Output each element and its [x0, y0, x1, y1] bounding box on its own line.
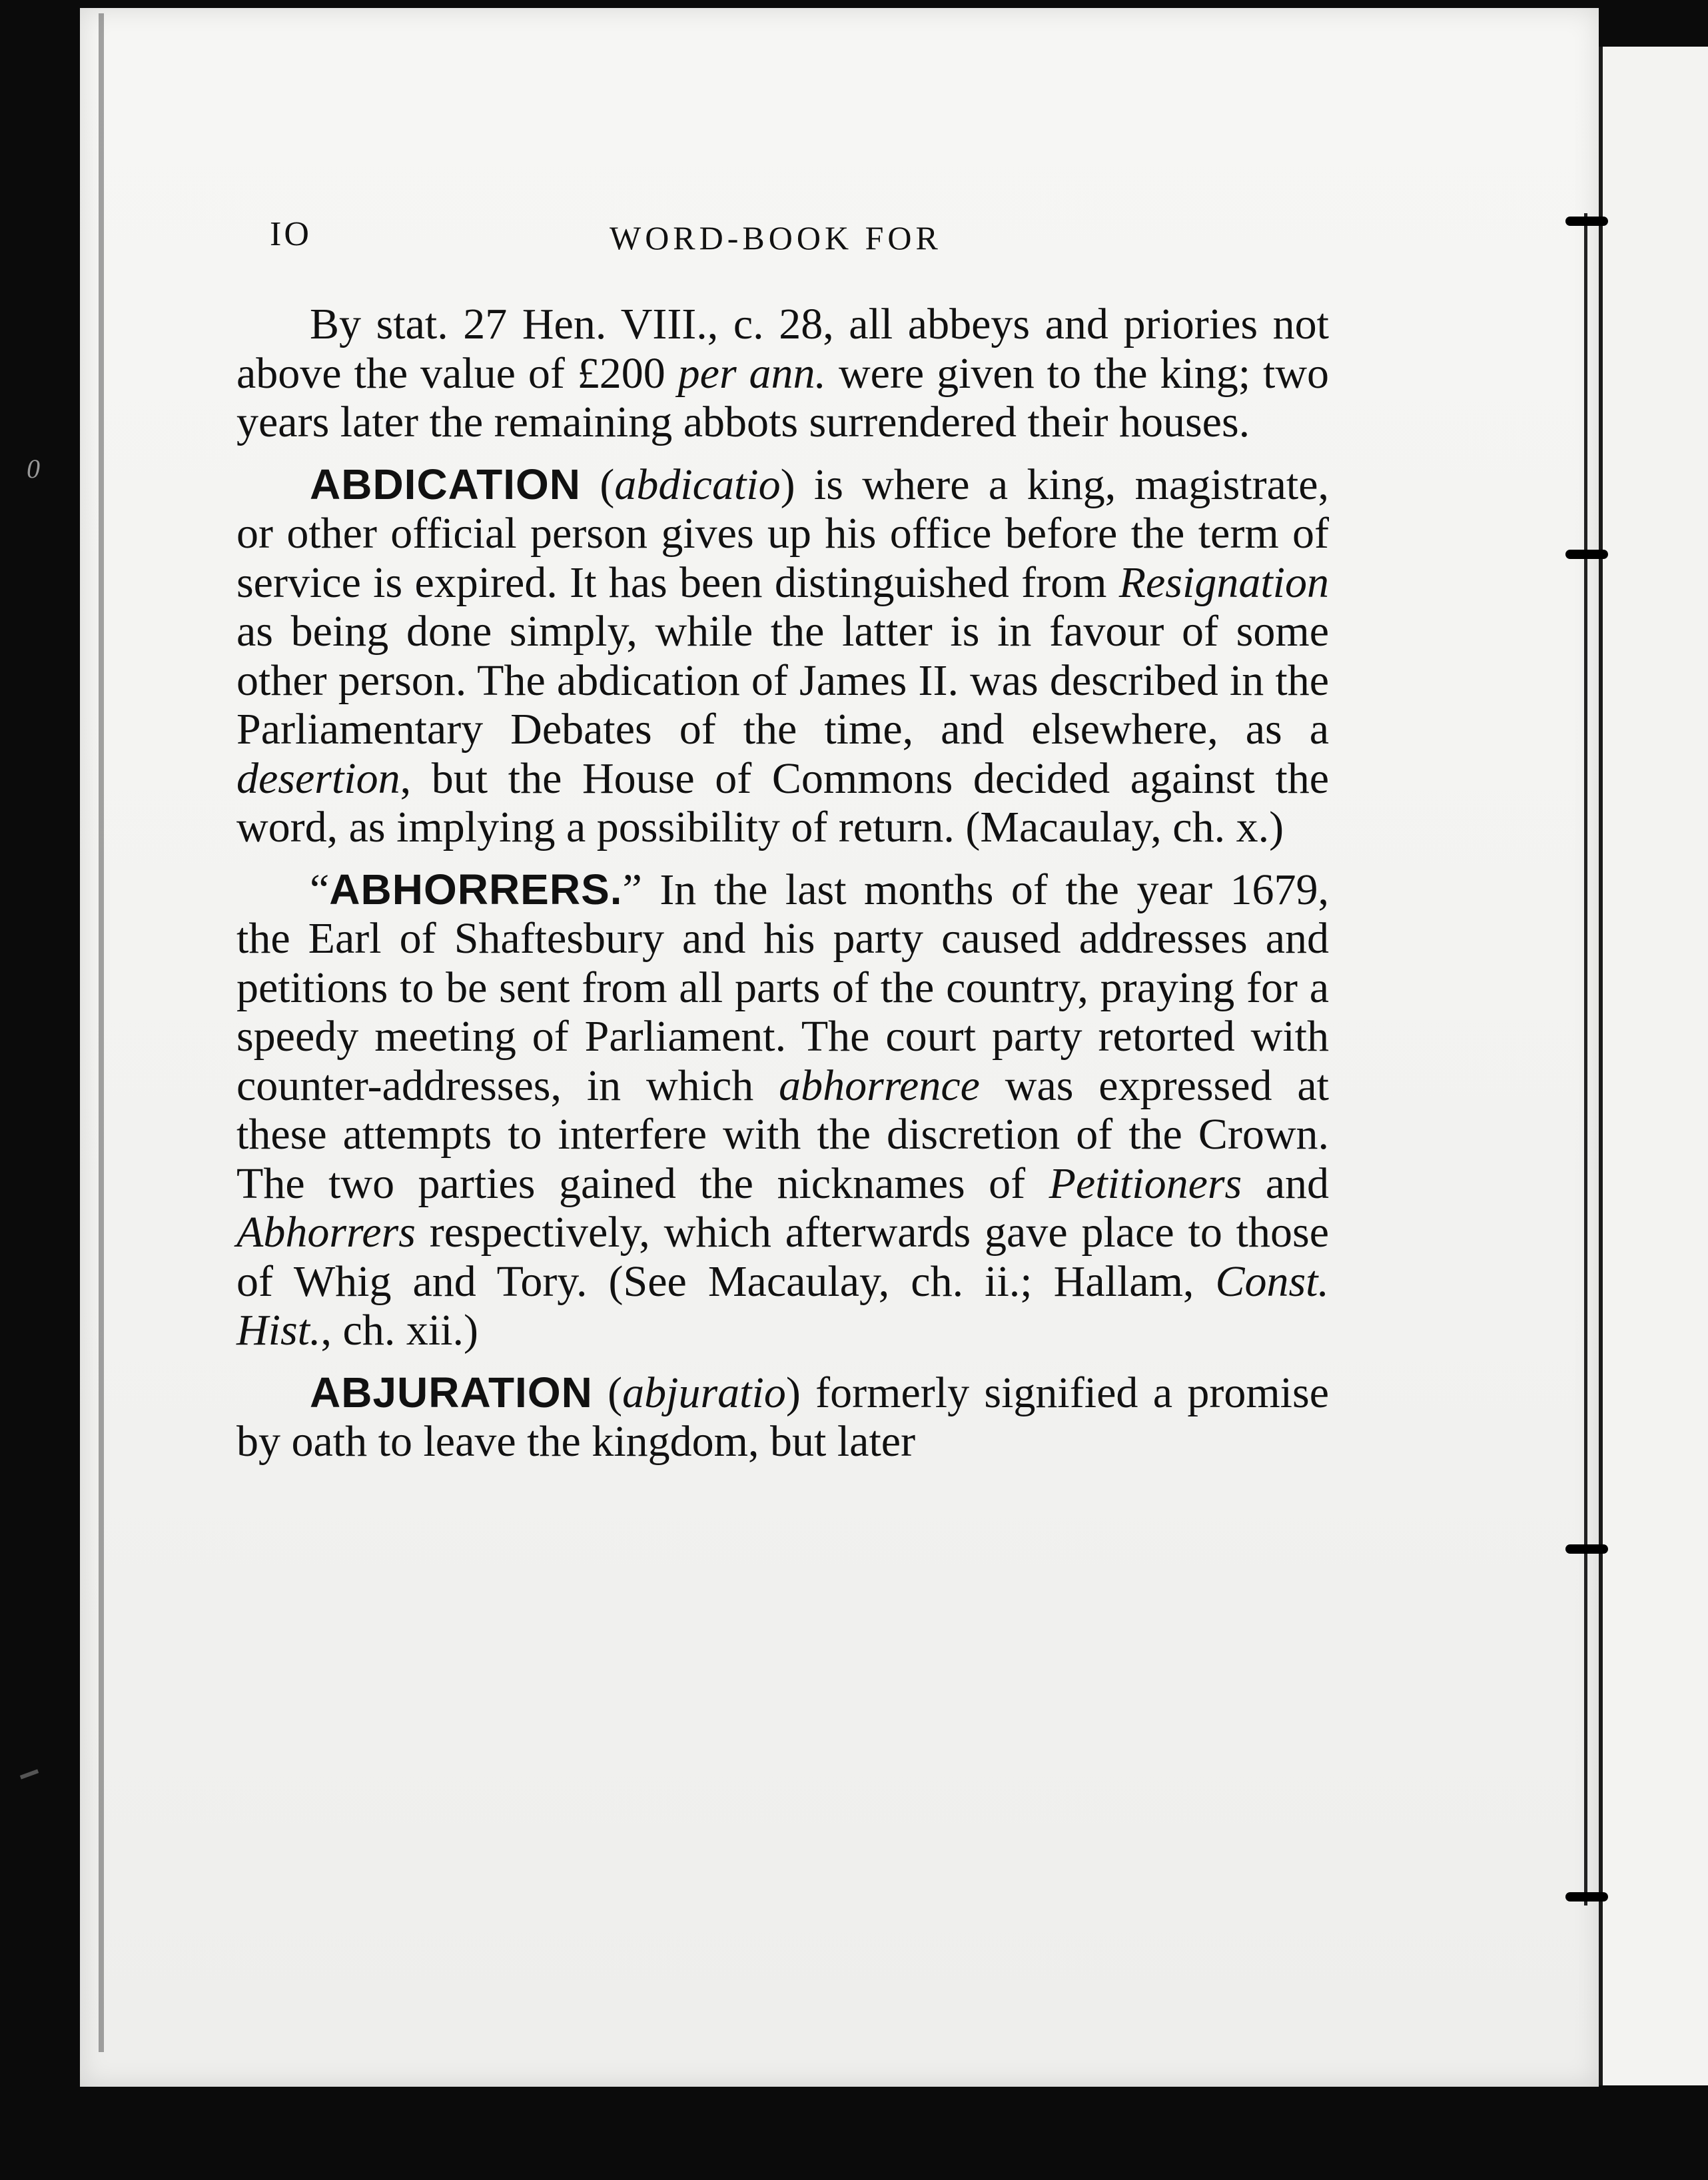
- italic-run: abhorrence: [779, 1061, 980, 1110]
- headword: ABHORRERS.: [329, 865, 623, 913]
- body-text: [236, 300, 1329, 1480]
- open-quote: “: [310, 865, 330, 914]
- text-run: were given to the king; two years later the remaining abbots surrendered their houses.: [236, 348, 1329, 446]
- italic-run: Abhorrers: [236, 1208, 416, 1257]
- text-run: (: [581, 460, 615, 509]
- entry-abjuration: [236, 1368, 1329, 1466]
- text-run: (: [592, 1368, 623, 1417]
- text-run: ) formerly signified a promise by oath to leave the kingdom, but later: [236, 1368, 1329, 1466]
- facing-page-edge: [1599, 47, 1708, 2085]
- binding-stitch: [1565, 217, 1608, 226]
- text-run: , but the House of Commons decided against the word, as implying a possibility of return. (Macaulay, ch. x.): [236, 754, 1329, 851]
- entry-abhorrers: [236, 865, 1329, 1355]
- text-run: By stat. 27 Hen. VIII., c. 28, all abbeys and priories not above the value of £200: [236, 300, 1329, 398]
- headword: ABDICATION: [310, 460, 581, 508]
- text-run: and: [1242, 1159, 1329, 1208]
- page-header: [270, 215, 1336, 268]
- headword: ABJURATION: [310, 1368, 593, 1416]
- text-run: ” In the last months of the year 1679, the Earl of Shaftesbury and his party caused addresses and petitions to be sent from all parts of the country, praying for a speedy meeting of Parliament. The court party retorted with counter-addresses, in which: [236, 865, 1329, 1110]
- italic-run: Const. Hist.: [236, 1257, 1329, 1355]
- binding-stitch: [1565, 550, 1608, 559]
- text-run: as being done simply, while the latter is in favour of some other person. The abdication of James II. was described in the Parliamentary Debates of the time, and elsewhere, as a: [236, 607, 1329, 754]
- binding-stitch: [1565, 1544, 1608, 1554]
- binding-stitch: [1565, 1892, 1608, 1902]
- text-run: was expressed at these attempts to interfere with the discretion of the Crown. The two parties gained the nicknames of: [236, 1061, 1329, 1208]
- italic-run: Resignation: [1118, 558, 1329, 607]
- page-number: IO: [270, 215, 312, 253]
- running-title: WORD-BOOK FOR: [610, 219, 942, 257]
- margin-mark: 0: [27, 454, 40, 484]
- italic-run: abjuratio: [622, 1368, 786, 1417]
- italic-run: Petitioners: [1049, 1159, 1242, 1208]
- margin-tick: [20, 1769, 39, 1779]
- text-run: , ch. xii.): [320, 1306, 478, 1355]
- entry-abdication: [236, 460, 1329, 852]
- page-gutter-shadow: [99, 13, 104, 2052]
- italic-run: desertion: [236, 754, 400, 803]
- italic-run: per ann.: [677, 348, 827, 398]
- binding-line: [1584, 213, 1587, 1906]
- text-run: ) is where a king, magistrate, or other official person gives up his office before the term of service is expired. It has been distinguished from: [236, 460, 1329, 607]
- text-run: respectively, which afterwards gave place to those of Whig and Tory. (See Macaulay, ch. ii.; Hallam,: [236, 1208, 1329, 1306]
- italic-run: abdicatio: [614, 460, 781, 509]
- paragraph-dissolution: [236, 300, 1329, 447]
